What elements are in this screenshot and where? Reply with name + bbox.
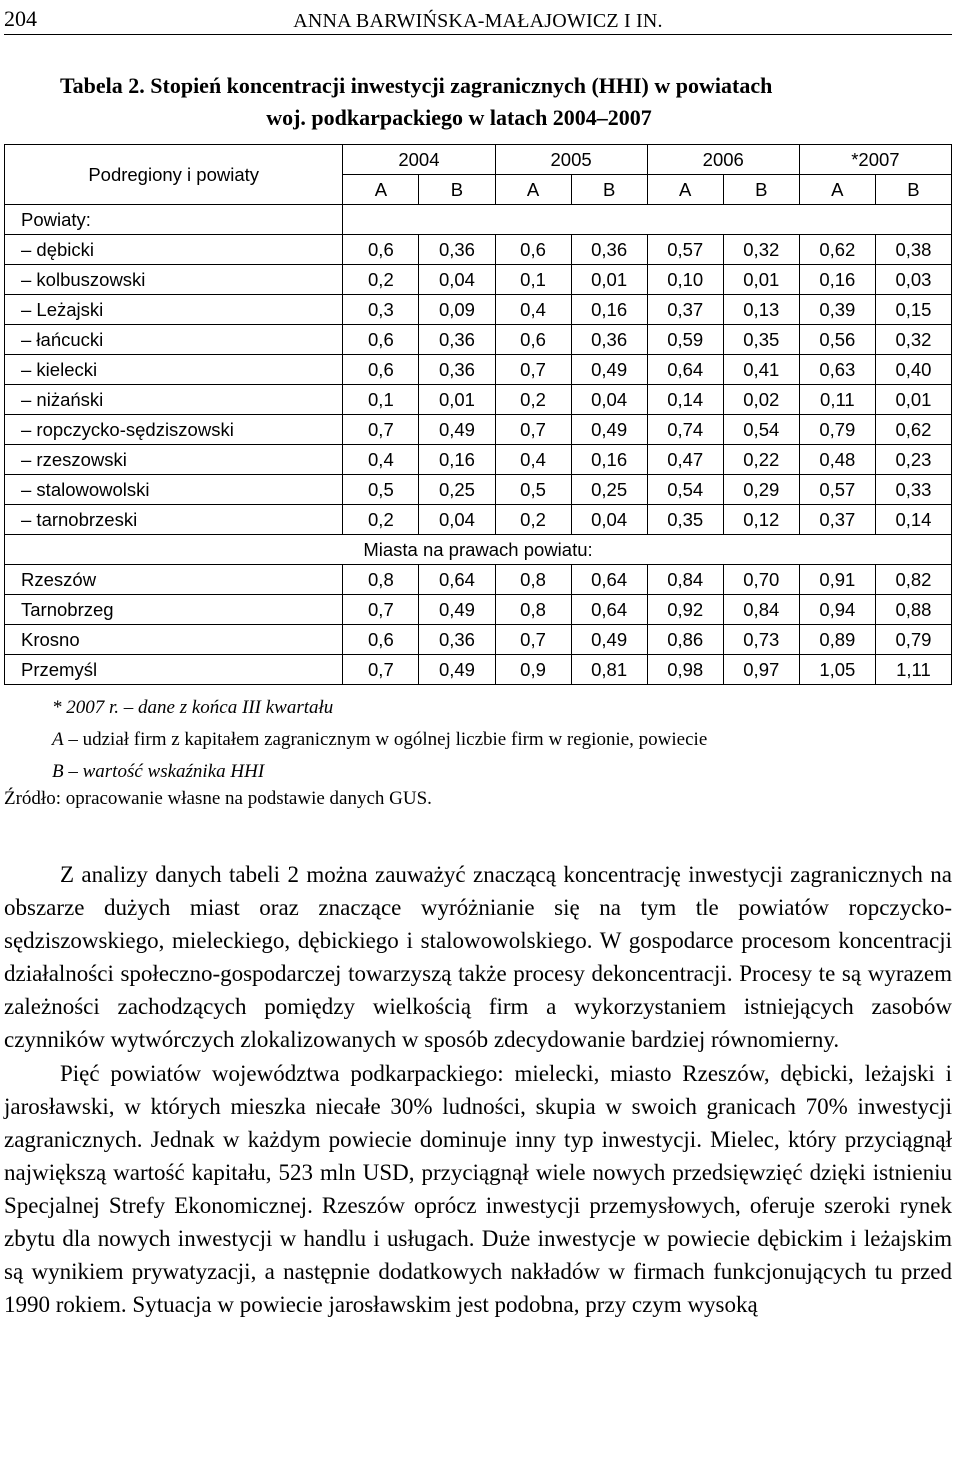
- row-label: – kielecki: [5, 355, 343, 385]
- table-cell: 0,92: [647, 595, 723, 625]
- table-cell: 0,16: [571, 445, 647, 475]
- row-label: – dębicki: [5, 235, 343, 265]
- year-header: *2007: [799, 145, 951, 175]
- table-cell: 0,22: [723, 445, 799, 475]
- table-cell: 0,41: [723, 355, 799, 385]
- table-cell: 0,86: [647, 625, 723, 655]
- section-row: [5, 535, 952, 565]
- table-row: [5, 415, 952, 445]
- table-cell: 0,8: [343, 565, 419, 595]
- subheader: A: [799, 175, 875, 205]
- table-cell: 0,57: [799, 475, 875, 505]
- table-cell: 0,7: [495, 355, 571, 385]
- section-label-powiaty: Powiaty:: [5, 205, 343, 235]
- row-label: – łańcucki: [5, 325, 343, 355]
- table-cell: 0,49: [419, 655, 495, 685]
- table-cell: 0,6: [343, 625, 419, 655]
- table-cell: 0,84: [647, 565, 723, 595]
- table-cell: 0,54: [723, 415, 799, 445]
- table-cell: 0,7: [343, 415, 419, 445]
- table-cell: 0,01: [723, 265, 799, 295]
- table-cell: 0,49: [419, 415, 495, 445]
- table-cell: 0,16: [571, 295, 647, 325]
- section-label-miasta: Miasta na prawach powiatu:: [5, 535, 952, 565]
- year-header: 2004: [343, 145, 495, 175]
- table-cell: 0,62: [875, 415, 951, 445]
- table-cell: 0,1: [343, 385, 419, 415]
- table-cell: 0,59: [647, 325, 723, 355]
- table-cell: 0,6: [343, 355, 419, 385]
- table-cell: 0,36: [419, 325, 495, 355]
- table-cell: 0,10: [647, 265, 723, 295]
- table-cell: 0,40: [875, 355, 951, 385]
- table-cell: 0,38: [875, 235, 951, 265]
- table-row: [5, 295, 952, 325]
- table-cell: 0,13: [723, 295, 799, 325]
- section-row-empty: [343, 205, 952, 235]
- table-cell: 0,6: [343, 325, 419, 355]
- table-row: [5, 265, 952, 295]
- table-cell: 0,36: [419, 355, 495, 385]
- table-cell: 0,62: [799, 235, 875, 265]
- table-cell: 0,4: [343, 445, 419, 475]
- table-cell: 0,79: [799, 415, 875, 445]
- table-cell: 0,97: [723, 655, 799, 685]
- table-cell: 0,12: [723, 505, 799, 535]
- table-cell: 0,33: [875, 475, 951, 505]
- table-caption: [60, 70, 918, 134]
- table-cell: 0,39: [799, 295, 875, 325]
- paragraph: Pięć powiatów województwa podkarpackiego: mielecki, miasto Rzeszów, dębicki, leżajski i jarosławski, w których mieszka niecałe 30% ludności, skupia w swoich granicach 70% inwestycji zagranicznych. Jednak w każdym powiecie dominuje inny typ inwestycji. Mielec, który przyciągnął największą wartość kapitału, 523 mln USD, przyciągnął wiele nowych przedsięwzięć dzięki istnieniu Specjalnej Strefy Ekonomicznej. Rzeszów oprócz inwestycji przemysłowych, oferuje szeroki rynek zbytu dla nowych inwestycji w handlu i usługach. Duże inwestycje w powiecie dębickim i leżajskim są wynikiem prywatyzacji, a następnie dodatkowych nakładów w firmach funkcjonujących tu przed 1990 rokiem. Sytuacja w powiecie jarosławskim jest podobna, przy czym wysoką: [4, 1060, 952, 1318]
- subheader: B: [723, 175, 799, 205]
- corner-header: Podregiony i powiaty: [5, 145, 343, 205]
- table-cell: 0,64: [419, 565, 495, 595]
- table-cell: 0,88: [875, 595, 951, 625]
- table-cell: 0,35: [723, 325, 799, 355]
- table-cell: 0,89: [799, 625, 875, 655]
- table-cell: 0,57: [647, 235, 723, 265]
- row-label: – niżański: [5, 385, 343, 415]
- row-label: – stalowowolski: [5, 475, 343, 505]
- table-cell: 0,37: [799, 505, 875, 535]
- table-cell: 0,04: [419, 505, 495, 535]
- table-cell: 0,7: [495, 625, 571, 655]
- running-header: [4, 6, 952, 35]
- table-row: [5, 565, 952, 595]
- table-cell: 0,70: [723, 565, 799, 595]
- table-cell: 0,2: [495, 385, 571, 415]
- table-cell: 0,04: [571, 505, 647, 535]
- table-cell: 0,54: [647, 475, 723, 505]
- table-cell: 0,49: [571, 355, 647, 385]
- table-row: [5, 235, 952, 265]
- table-cell: 0,64: [571, 595, 647, 625]
- hhi-table: [4, 144, 952, 685]
- note-2007: [52, 692, 932, 724]
- table-cell: 0,9: [495, 655, 571, 685]
- table-cell: 0,37: [647, 295, 723, 325]
- caption-line-2: woj. podkarpackiego w latach 2004–2007: [266, 105, 652, 130]
- note-key: A: [52, 729, 64, 750]
- subheader: A: [647, 175, 723, 205]
- table-body: [5, 205, 952, 685]
- table-cell: 0,01: [571, 265, 647, 295]
- row-label: Tarnobrzeg: [5, 595, 343, 625]
- table-cell: 0,56: [799, 325, 875, 355]
- table-cell: 0,32: [875, 325, 951, 355]
- table-cell: 0,81: [571, 655, 647, 685]
- table-cell: 0,73: [723, 625, 799, 655]
- table-cell: 0,02: [723, 385, 799, 415]
- table-cell: 0,47: [647, 445, 723, 475]
- table-cell: 0,84: [723, 595, 799, 625]
- table-cell: 0,49: [571, 415, 647, 445]
- year-header: 2006: [647, 145, 799, 175]
- table-row: [5, 595, 952, 625]
- table-cell: 0,8: [495, 595, 571, 625]
- table-cell: 0,11: [799, 385, 875, 415]
- table-cell: 0,25: [571, 475, 647, 505]
- table-cell: 0,4: [495, 445, 571, 475]
- table-cell: 0,7: [343, 595, 419, 625]
- section-row: [5, 205, 952, 235]
- table-row: [5, 355, 952, 385]
- table-cell: 0,74: [647, 415, 723, 445]
- running-title: ANNA BARWIŃSKA-MAŁAJOWICZ I IN.: [293, 10, 663, 32]
- body-text: [4, 858, 952, 1321]
- table-cell: 0,36: [419, 625, 495, 655]
- table-cell: 0,49: [571, 625, 647, 655]
- table-row: [5, 385, 952, 415]
- table-cell: 0,32: [723, 235, 799, 265]
- table-cell: 0,36: [571, 325, 647, 355]
- table-cell: 0,5: [343, 475, 419, 505]
- row-label: – rzeszowski: [5, 445, 343, 475]
- subheader: B: [571, 175, 647, 205]
- table-cell: 0,04: [571, 385, 647, 415]
- table-cell: 0,48: [799, 445, 875, 475]
- note-key: * 2007 r.: [52, 697, 120, 718]
- row-label: Rzeszów: [5, 565, 343, 595]
- table-cell: 0,6: [495, 235, 571, 265]
- note-key: B: [52, 761, 64, 782]
- row-label: – Leżajski: [5, 295, 343, 325]
- row-label: – kolbuszowski: [5, 265, 343, 295]
- row-label: – ropczycko-sędziszowski: [5, 415, 343, 445]
- table-cell: 0,79: [875, 625, 951, 655]
- table-cell: 0,04: [419, 265, 495, 295]
- table-cell: 0,2: [343, 265, 419, 295]
- table-row: [5, 445, 952, 475]
- year-header: 2005: [495, 145, 647, 175]
- table-cell: 0,35: [647, 505, 723, 535]
- table-cell: 0,8: [495, 565, 571, 595]
- table-cell: 0,14: [647, 385, 723, 415]
- header-row-years: [5, 145, 952, 175]
- table-cell: 0,25: [419, 475, 495, 505]
- table-row: [5, 475, 952, 505]
- table-cell: 0,2: [495, 505, 571, 535]
- table-cell: 0,2: [343, 505, 419, 535]
- table-cell: 0,16: [799, 265, 875, 295]
- table-cell: 0,94: [799, 595, 875, 625]
- table-cell: 0,98: [647, 655, 723, 685]
- subheader: A: [495, 175, 571, 205]
- table-cell: 0,63: [799, 355, 875, 385]
- table-cell: 0,6: [343, 235, 419, 265]
- table-cell: 0,7: [343, 655, 419, 685]
- paragraph: Z analizy danych tabeli 2 można zauważyć znaczącą koncentrację inwestycji zagranicznych na obszarze dużych miast oraz znaczące wyróżnianie się na tym tle powiatów ropczycko-sędziszowskiego, mieleckiego, dębickiego i stalowowolskiego. W gospodarce procesom koncentracji działalności społeczno-gospodarczej towarzyszą także procesy dekoncentracji. Procesy te są wyrazem zależności zachodzących pomiędzy wielkością firm a wykorzystaniem istniejących zasobów czynników wytwórczych zlokalizowanych w sposób zdecydowanie bardziej równomierny.: [4, 862, 952, 1053]
- table-cell: 0,6: [495, 325, 571, 355]
- table-cell: 0,14: [875, 505, 951, 535]
- subheader: B: [419, 175, 495, 205]
- table-cell: 0,5: [495, 475, 571, 505]
- subheader: B: [875, 175, 951, 205]
- table-cell: 0,1: [495, 265, 571, 295]
- table-cell: 0,64: [571, 565, 647, 595]
- table-cell: 1,05: [799, 655, 875, 685]
- table-cell: 0,36: [571, 235, 647, 265]
- table-cell: 0,03: [875, 265, 951, 295]
- table-cell: 0,82: [875, 565, 951, 595]
- table-notes: [52, 692, 932, 788]
- table-cell: 0,64: [647, 355, 723, 385]
- note-text: – udział firm z kapitałem zagranicznym w ogólnej liczbie firm w regionie, powiecie: [68, 729, 708, 750]
- table-cell: 0,49: [419, 595, 495, 625]
- table-row: [5, 505, 952, 535]
- table-cell: 0,4: [495, 295, 571, 325]
- note-text: – dane z końca III kwartału: [123, 697, 334, 718]
- table-row: [5, 325, 952, 355]
- table-cell: 0,01: [419, 385, 495, 415]
- table-cell: 0,91: [799, 565, 875, 595]
- source-note: Źródło: opracowanie własne na podstawie danych GUS.: [4, 788, 432, 809]
- table-cell: 0,16: [419, 445, 495, 475]
- note-b: [52, 756, 932, 788]
- table-cell: 0,7: [495, 415, 571, 445]
- row-label: – tarnobrzeski: [5, 505, 343, 535]
- table-row: [5, 625, 952, 655]
- row-label: Krosno: [5, 625, 343, 655]
- caption-line-1: Tabela 2. Stopień koncentracji inwestycji zagranicznych (HHI) w powiatach: [60, 73, 773, 98]
- table-cell: 0,15: [875, 295, 951, 325]
- note-a: [52, 724, 932, 756]
- row-label: Przemyśl: [5, 655, 343, 685]
- table-cell: 0,36: [419, 235, 495, 265]
- table-cell: 0,01: [875, 385, 951, 415]
- subheader: A: [343, 175, 419, 205]
- page-number: 204: [4, 6, 37, 31]
- table-cell: 0,3: [343, 295, 419, 325]
- table-cell: 0,29: [723, 475, 799, 505]
- table-row: [5, 655, 952, 685]
- table-cell: 0,23: [875, 445, 951, 475]
- table-cell: 1,11: [875, 655, 951, 685]
- note-text: – wartość wskaźnika HHI: [68, 761, 265, 782]
- table-cell: 0,09: [419, 295, 495, 325]
